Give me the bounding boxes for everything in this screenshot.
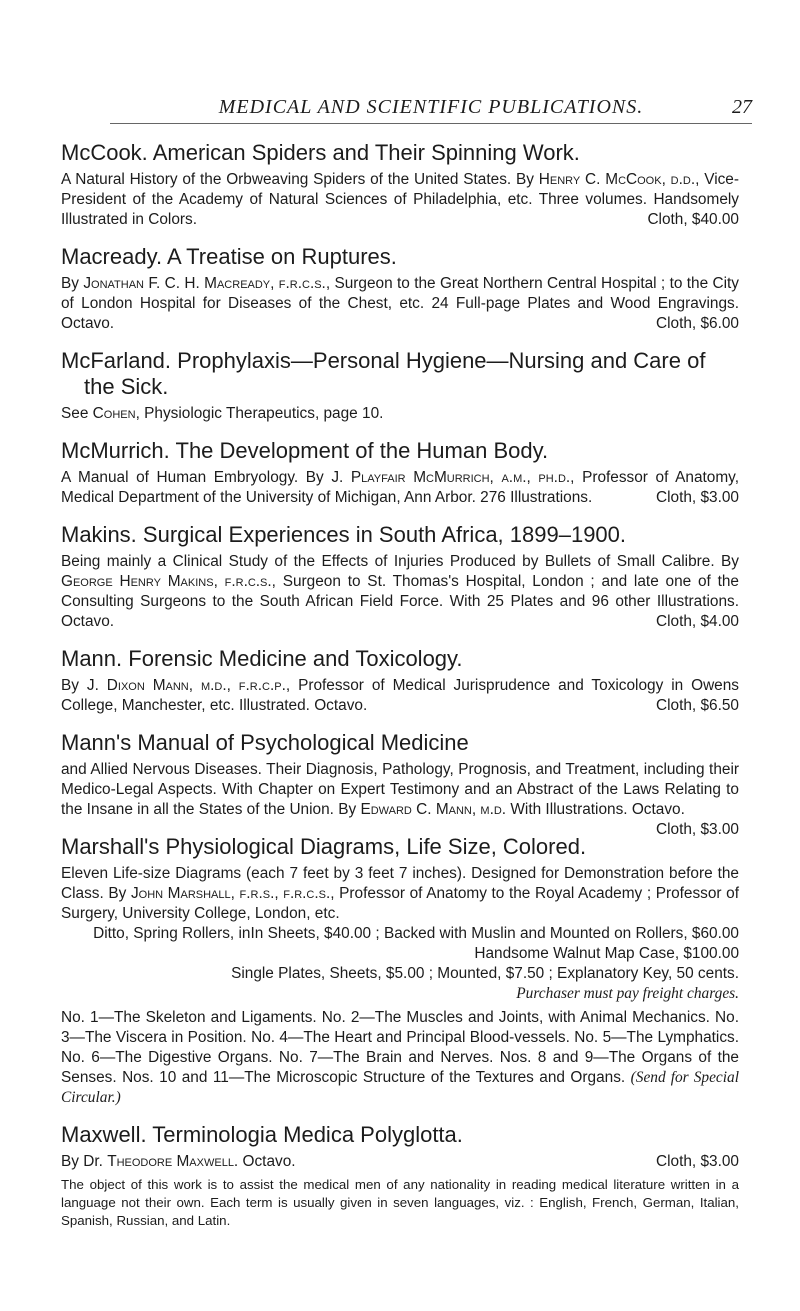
entry-body: By J. Dixon Mann, m.d., f.r.c.p., Professor of Medical Jurisprudence and Toxicology in Owens College, Manchester, etc. Illustrated. Octavo. Cloth, $6.50 (61, 677, 740, 714)
entry-body: Eleven Life-size Diagrams (each 7 feet by 3 feet 7 inches). Designed for Demonstration before the Class. By John Marshall, f.r.s., f.r.c.s., Professor of Anatomy to the Royal Academy ; Professor of Surgery, University College, London, etc. In Sheets, $40.00 ; Backed with Muslin and Mounted on Rollers, $60.00 (61, 865, 739, 942)
entry-heading (61, 438, 739, 464)
freight-note: Purchaser must pay freight charges. (516, 985, 739, 1002)
entry-body: A Natural History of the Orbweaving Spiders of the United States. By Henry C. McCook, d.d., Vice-President of the Academy of Natural Sciences of Philadelphia, etc. Three volumes. Handsomely Illustrated in Colors. Cloth, $40.00 (61, 171, 739, 228)
entry-body: By Jonathan F. C. H. Macready, f.r.c.s., Surgeon to the Great Northern Central Hospital ; to the City of London Hospital for Diseases of the Chest, etc. 24 Full-page Plates and Wood Engravings. Octavo. Cloth, $6.00 (61, 275, 740, 332)
author-name: Dixon Mann, (106, 677, 194, 694)
entry-title: The Development of the Human Body. (175, 438, 549, 463)
entry-title: American Spiders and Their Spinning Work. (152, 140, 580, 165)
entry-heading (61, 140, 739, 166)
catalog-entry-mann-manual (61, 730, 739, 838)
catalog-list (61, 140, 739, 1244)
reference-author: Cohen, (92, 405, 140, 422)
entry-heading (61, 834, 739, 860)
entry-note: The object of this work is to assist the medical men of any nationality in reading medical literature written in a language not their own. Each term is usually given in seven languages, viz. : English, French, German, Italian, Spanish, Russian, and Latin. (61, 1177, 739, 1228)
catalog-entry-maxwell (61, 1122, 739, 1230)
entry-title: A Treatise on Ruptures. (166, 244, 397, 269)
catalog-entry-macready (61, 244, 739, 334)
catalog-entry-mccook (61, 140, 739, 230)
entry-title: Marshall's Physiological Diagrams, Life Size, Colored. (61, 834, 587, 859)
catalog-entry-mann (61, 646, 739, 716)
author-name: John Marshall, (130, 885, 235, 902)
entry-author: Macready. (61, 244, 163, 269)
entry-author: Makins. (61, 522, 137, 547)
entry-heading (61, 522, 739, 548)
running-header (110, 96, 752, 122)
catalog-entry-mcfarland (61, 348, 739, 424)
entry-heading (61, 348, 739, 400)
price-sheets: In Sheets, $40.00 ; Backed with Muslin and Mounted on Rollers, $60.00 (250, 925, 739, 942)
entry-title: Terminologia Medica Polyglotta. (152, 1122, 463, 1147)
author-name: Playfair McMurrich, (350, 469, 494, 486)
entry-author: McFarland. (61, 348, 172, 373)
entry-author: Mann. (61, 646, 123, 671)
circular-note: (Send for Special Circular.) (61, 1069, 739, 1106)
price: Cloth, $6.50 (656, 697, 739, 714)
catalog-entry-mcmurrich (61, 438, 739, 508)
catalog-entry-makins (61, 522, 739, 632)
diagram-contents: No. 1—The Skeleton and Ligaments. No. 2—The Muscles and Joints, with Animal Mechanics. No. 3—The Viscera in Position. No. 4—The Heart and Principal Blood-vessels. No. 5—The Lymphatics. No. 6—The Digestive Organs. No. 7—The Brain and Nerves. Nos. 8 and 9—The Organs of the Senses. Nos. 10 and 11—The Microscopic Structure of the Textures and Organs. (Send for Special Circular.) (61, 1009, 739, 1106)
author-name: Henry C. McCook, (538, 171, 666, 188)
author-name: Theodore Maxwell. (107, 1153, 239, 1170)
entry-author: McMurrich. (61, 438, 170, 463)
entry-heading (61, 1122, 739, 1148)
price: Cloth, $3.00 (656, 821, 739, 838)
author-name: Edward C. Mann, (360, 801, 477, 818)
entry-heading (61, 244, 739, 270)
entry-author: McCook. (61, 140, 148, 165)
header-rule (110, 123, 752, 124)
page-number: 27 (732, 96, 752, 118)
author-name: Jonathan F. C. H. Macready, (83, 275, 275, 292)
entry-body: By Dr. Theodore Maxwell. Octavo. Cloth, $3.00 (61, 1153, 739, 1170)
price: Cloth, $40.00 (647, 211, 739, 228)
entry-title: Prophylaxis—Personal Hygiene—Nursing and Care of the Sick. (84, 348, 706, 399)
price: Cloth, $3.00 (656, 1153, 739, 1170)
price: Cloth, $3.00 (656, 489, 739, 506)
entry-title: Mann's Manual of Psychological Medicine (61, 730, 469, 755)
price: Cloth, $4.00 (656, 613, 739, 630)
entry-body: See Cohen, Physiologic Therapeutics, page 10. (61, 405, 384, 422)
header-title: MEDICAL AND SCIENTIFIC PUBLICATIONS. (218, 96, 644, 118)
entry-heading (61, 730, 739, 756)
entry-heading (61, 646, 739, 672)
author-name: George Henry Makins, (61, 573, 218, 590)
entry-body: and Allied Nervous Diseases. Their Diagnosis, Pathology, Prognosis, and Treatment, including their Medico-Legal Aspects. With Chapter on Expert Testimony and an Abstract of the Laws Relating to the Insane in all the States of the Union. By Edward C. Mann, m.d. With Illustrations. Octavo. Cloth, $3.00 (61, 761, 739, 838)
catalog-entry-marshall (61, 834, 739, 1108)
entry-body: A Manual of Human Embryology. By J. Playfair McMurrich, a.m., ph.d., Professor of Anatomy, Medical Department of the University of Michigan, Ann Arbor. 276 Illustrations. Cloth, $3.00 (61, 469, 739, 506)
entry-body: Being mainly a Clinical Study of the Effects of Injuries Produced by Bullets of Small Calibre. By George Henry Makins, f.r.c.s., Surgeon to St. Thomas's Hospital, London ; and late one of the Consulting Surgeons to the South African Field Force. With 25 Plates and 96 other Illustrations. Octavo. Cloth, $4.00 (61, 553, 739, 630)
entry-title: Surgical Experiences in South Africa, 1899–1900. (142, 522, 627, 547)
entry-author: Maxwell. (61, 1122, 147, 1147)
entry-title: Forensic Medicine and Toxicology. (128, 646, 463, 671)
price-spring-rollers: Ditto, Spring Rollers, in Handsome Walnut Map Case, $100.00 (93, 925, 739, 962)
price: Cloth, $6.00 (656, 315, 739, 332)
price-single-plates: Single Plates, Sheets, $5.00 ; Mounted, $7.50 ; Explanatory Key, 50 cents. (231, 965, 739, 982)
